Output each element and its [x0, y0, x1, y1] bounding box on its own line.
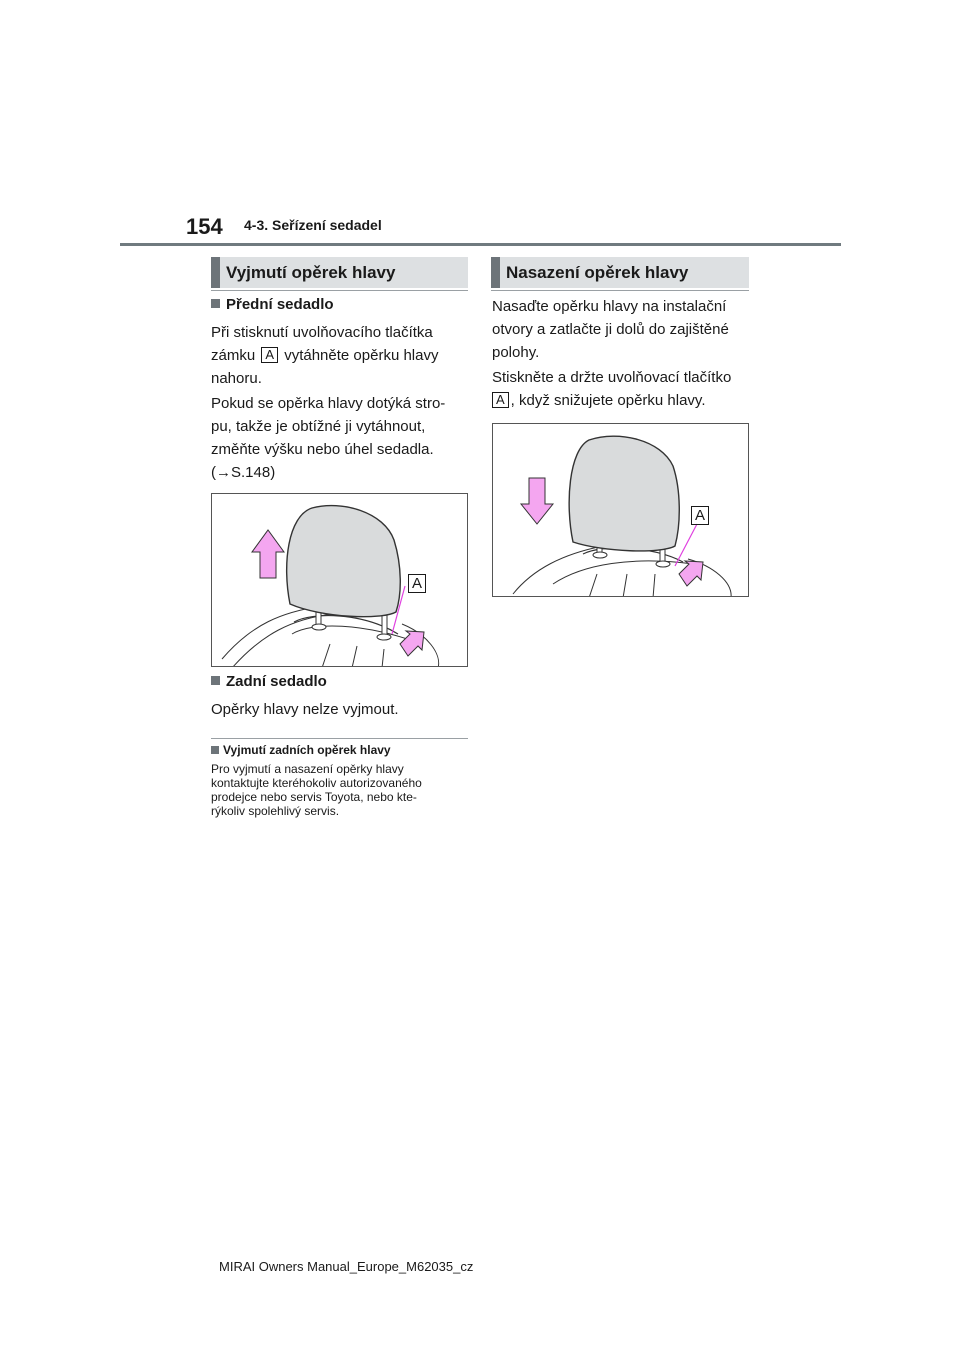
subheading-rear-seat-text: Zadní sedadlo: [226, 673, 327, 690]
heading-removal-text: Vyjmutí opěrek hlavy: [226, 263, 396, 282]
note-title: [211, 743, 391, 757]
label-a-tag: A: [492, 392, 509, 408]
headrest-installation-illustration: [493, 424, 749, 597]
square-bullet-icon: [211, 676, 220, 685]
subheading-front-seat: [211, 296, 334, 313]
rear-seat-text: Opěrky hlavy nelze vyjmout.: [211, 701, 399, 718]
text-line: pu, takže je obtížné ji vytáhnout,: [211, 418, 426, 435]
front-seat-paragraph-2: [211, 392, 476, 484]
note-line: kontaktujte kteréhokoliv autorizovaného: [211, 776, 422, 790]
text-line: otvory a zatlačte ji dolů do zajištěné: [492, 321, 729, 338]
figure-install-headrest: [492, 423, 749, 597]
subheading-rear-seat: [211, 673, 327, 690]
note-line: rýkoliv spolehlivý servis.: [211, 804, 340, 818]
text-line: Stiskněte a držte uvolňovací tlačítko: [492, 369, 732, 386]
note-body: [211, 762, 473, 818]
installation-paragraph-2: [492, 366, 757, 412]
figure-label-a: A: [408, 574, 426, 593]
note-divider: [211, 738, 468, 739]
text-line: polohy.: [492, 344, 540, 361]
heading-installation-text: Nasazení opěrek hlavy: [506, 263, 689, 282]
text-line: Pokud se opěrka hlavy dotýká stro-: [211, 395, 446, 412]
note-title-text: Vyjmutí zadních opěrek hlavy: [223, 743, 391, 757]
text-span: vytáhněte opěrku hlavy: [284, 347, 439, 364]
text-line: [211, 344, 476, 367]
note-line: prodejce nebo servis Toyota, nebo kte-: [211, 790, 417, 804]
text-line: Nasaďte opěrku hlavy na instalační: [492, 298, 727, 315]
header-rule: [120, 243, 841, 246]
figure-remove-headrest: [211, 493, 468, 667]
page-reference-link[interactable]: (→S.148): [211, 464, 276, 481]
headrest-removal-illustration: [212, 494, 468, 667]
section-title: 4-3. Seřízení sedadel: [244, 217, 382, 233]
note-line: Pro vyjmutí a nasazení opěrky hlavy: [211, 762, 404, 776]
page-number: 154: [186, 214, 223, 239]
heading-removal: [211, 257, 468, 288]
text-line: [492, 389, 757, 412]
text-span: zámku: [211, 347, 256, 364]
figure-label-a: A: [691, 506, 709, 525]
footer-manual-title: MIRAI Owners Manual_Europe_M62035_cz: [219, 1259, 474, 1274]
heading-installation: [491, 257, 749, 288]
square-bullet-icon: [211, 746, 219, 754]
front-seat-paragraph-1: [211, 321, 476, 390]
text-span: , když snižujete opěrku hlavy.: [510, 392, 706, 409]
subheading-front-seat-text: Přední sedadlo: [226, 296, 334, 313]
text-line: nahoru.: [211, 370, 262, 387]
installation-paragraph-1: [492, 295, 757, 364]
label-a-tag: A: [261, 347, 278, 363]
square-bullet-icon: [211, 299, 220, 308]
text-line: změňte výšku nebo úhel sedadla.: [211, 441, 434, 458]
text-line: Při stisknutí uvolňovacího tlačítka: [211, 324, 433, 341]
